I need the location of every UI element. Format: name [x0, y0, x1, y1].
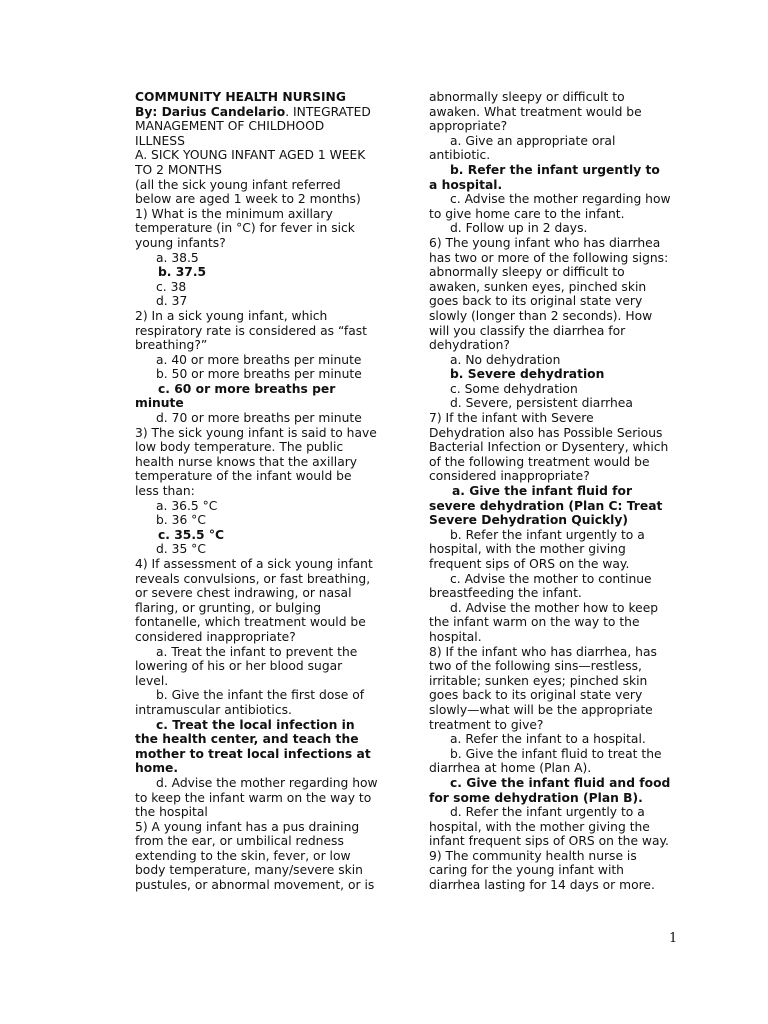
text-line: b. 37.5 [158, 265, 207, 280]
text-line: d. 35 °C [156, 542, 206, 557]
text-line: ILLNESS [135, 133, 185, 148]
text-line: c. Advise the mother to continue [450, 571, 652, 586]
text-line: a. Give the infant fluid for [452, 484, 633, 499]
text-line: intramuscular antibiotics. [135, 702, 292, 717]
text-line: temperature (in °C) for fever in sick [135, 221, 355, 236]
text-line: 2) In a sick young infant, which [135, 308, 328, 323]
text-line: slowly (longer than 2 seconds). How [429, 308, 653, 323]
text-line: hospital, with the mother giving the [429, 819, 650, 834]
text-line: reveals convulsions, or fast breathing, [135, 571, 371, 586]
text-line: c. 35.5 °C [158, 527, 225, 542]
text-line: 1) What is the minimum axillary [135, 206, 333, 221]
text-line: young infants? [135, 235, 226, 250]
text-line: COMMUNITY HEALTH NURSING [135, 90, 346, 104]
text-line: b. Severe dehydration [450, 367, 605, 382]
text-line: temperature of the infant would be [135, 469, 352, 484]
text-line: Severe Dehydration Quickly) [429, 513, 629, 528]
text-line: 8) If the infant who has diarrhea, has [429, 644, 657, 659]
text-line: flaring, or grunting, or bulging [135, 600, 322, 615]
text-line: the infant warm on the way to the [429, 615, 640, 630]
text-span: . INTEGRATED [285, 104, 371, 119]
text-line: for some dehydration (Plan B). [429, 790, 643, 805]
text-line: low body temperature. The public [135, 440, 344, 455]
text-line: d. 70 or more breaths per minute [156, 411, 362, 426]
text-line: from the ear, or umbilical redness [135, 834, 344, 849]
text-line: c. Give the infant fluid and food [450, 775, 671, 790]
text-line: infant frequent sips of ORS on the way. [429, 834, 669, 849]
right-text-column [429, 90, 681, 893]
text-line: will you classify the diarrhea for [429, 323, 626, 338]
text-line: extending to the skin, fever, or low [135, 848, 351, 863]
text-line: of the following treatment would be [429, 454, 650, 469]
text-line: A. SICK YOUNG INFANT AGED 1 WEEK [135, 148, 366, 163]
text-line: a. 36.5 °C [156, 498, 218, 513]
text-line: d. Advise the mother regarding how [156, 775, 378, 790]
text-line: TO 2 MONTHS [135, 162, 222, 177]
text-line: c. Some dehydration [450, 381, 578, 396]
text-line: a. Refer the infant to a hospital. [450, 732, 646, 747]
text-line: respiratory rate is considered as “fast [135, 323, 367, 338]
text-line: appropriate? [429, 119, 508, 134]
text-line: level. [135, 673, 169, 688]
text-line: dehydration? [429, 338, 510, 353]
text-line: mother to treat local infections at [135, 746, 371, 761]
text-line: a. No dehydration [450, 352, 561, 367]
text-line: frequent sips of ORS on the way. [429, 557, 630, 571]
text-line: breathing?” [135, 338, 208, 353]
text-line: Dehydration also has Possible Serious [429, 425, 663, 440]
text-line: below are aged 1 week to 2 months) [135, 192, 361, 207]
text-line: two of the following sins—restless, [429, 659, 642, 674]
text-line: d. Follow up in 2 days. [450, 221, 588, 236]
text-line: breastfeeding the infant. [429, 586, 582, 601]
text-line: lowering of his or her blood sugar [135, 659, 343, 674]
text-line: a. 38.5 [156, 250, 199, 265]
text-line: hospital, with the mother giving [429, 542, 626, 557]
text-line: or severe chest indrawing, or nasal [135, 586, 352, 601]
text-line: MANAGEMENT OF CHILDHOOD [135, 119, 325, 134]
text-line: c. Advise the mother regarding how [450, 192, 671, 207]
text-line: d. Severe, persistent diarrhea [450, 396, 633, 411]
text-line: treatment to give? [429, 717, 544, 732]
text-line: b. Give the infant fluid to treat the [450, 746, 662, 761]
text-line: to keep the infant warm on the way to [135, 790, 372, 805]
text-line: hospital. [429, 629, 482, 644]
text-line: antibiotic. [429, 148, 491, 163]
text-line: less than: [135, 484, 195, 499]
text-line: severe dehydration (Plan C: Treat [429, 498, 663, 513]
text-line: a. Treat the infant to prevent the [156, 644, 358, 659]
text-line: d. Advise the mother how to keep [450, 600, 659, 615]
text-line: b. Refer the infant urgently to a [450, 527, 645, 542]
text-line: slowly—what will be the appropriate [429, 702, 653, 717]
text-line: c. 38 [156, 279, 187, 294]
text-line: d. Refer the infant urgently to a [450, 805, 645, 820]
text-line: minute [135, 396, 184, 411]
text-line: the hospital [135, 805, 208, 820]
text-line: diarrhea lasting for 14 days or more. [429, 878, 655, 893]
text-line: 3) The sick young infant is said to have [135, 425, 377, 440]
text-line: 9) The community health nurse is [429, 848, 637, 863]
text-line: awaken, sunken eyes, pinched skin [429, 279, 647, 294]
text-line: home. [135, 761, 179, 776]
text-line: a. Give an appropriate oral [450, 133, 616, 148]
text-line: health nurse knows that the axillary [135, 454, 358, 469]
text-line: 6) The young infant who has diarrhea [429, 235, 661, 250]
text-line: goes back to its original state very [429, 294, 643, 309]
text-line: to give home care to the infant. [429, 206, 625, 221]
text-line: b. 50 or more breaths per minute [156, 367, 362, 382]
text-line: considered inappropriate? [429, 469, 590, 484]
text-line: a. 40 or more breaths per minute [156, 352, 362, 367]
text-line: (all the sick young infant referred [135, 177, 341, 192]
text-line: a hospital. [429, 177, 503, 192]
text-line: b. Refer the infant urgently to [450, 162, 660, 177]
page-number: 1 [669, 931, 678, 946]
text-line: c. 60 or more breaths per [158, 381, 336, 396]
text-line: considered inappropriate? [135, 629, 296, 644]
text-line: goes back to its original state very [429, 688, 643, 703]
text-line: c. Treat the local infection in [156, 717, 355, 732]
text-line: fontanelle, which treatment would be [135, 615, 366, 630]
left-text-column [135, 90, 387, 893]
text-line: 7) If the infant with Severe [429, 411, 594, 426]
text-line: pustules, or abnormal movement, or is [135, 878, 375, 893]
text-line [135, 105, 387, 120]
text-line: the health center, and teach the [135, 732, 359, 747]
text-line: abnormally sleepy or difficult to [429, 90, 625, 104]
text-line: awaken. What treatment would be [429, 104, 642, 119]
text-line: d. 37 [156, 294, 188, 309]
text-line: body temperature, many/severe skin [135, 863, 363, 878]
text-line: has two or more of the following signs: [429, 250, 669, 265]
text-span: By: Darius Candelario [135, 104, 286, 119]
text-line: Bacterial Infection or Dysentery, which [429, 440, 669, 455]
text-line: abnormally sleepy or difficult to [429, 265, 625, 280]
text-line: caring for the young infant with [429, 863, 624, 878]
text-line: 5) A young infant has a pus draining [135, 819, 360, 834]
text-line: 4) If assessment of a sick young infant [135, 557, 373, 571]
text-line: b. 36 °C [156, 513, 206, 528]
text-line: diarrhea at home (Plan A). [429, 761, 592, 776]
text-line: b. Give the infant the first dose of [156, 688, 365, 703]
text-line: irritable; sunken eyes; pinched skin [429, 673, 648, 688]
